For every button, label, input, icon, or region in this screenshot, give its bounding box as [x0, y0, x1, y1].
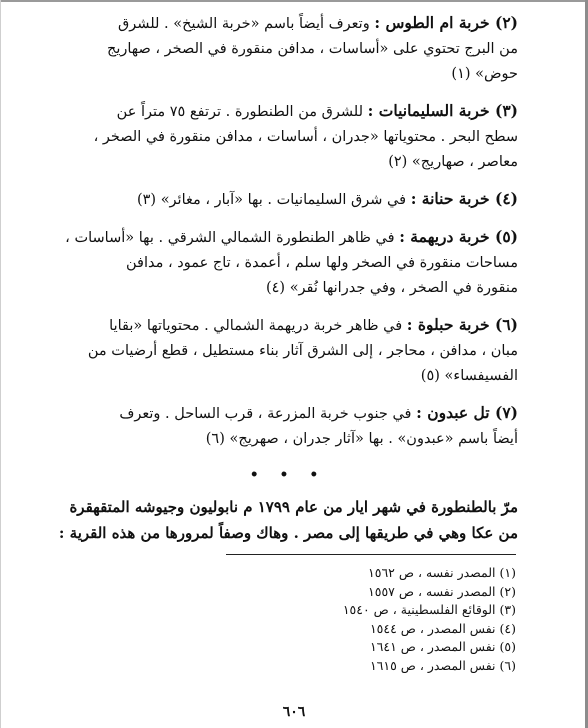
window-border-top — [0, 0, 588, 2]
site-entry — [58, 186, 518, 213]
entry-number: (٦) — [494, 315, 518, 334]
entry-site-name: خربة السليمانيات : — [367, 101, 490, 120]
section-separator: • • • — [249, 467, 327, 483]
footnote: (٣) الوقائع الفلسطينية ، ص ١٥٤٠ — [342, 602, 516, 617]
entry-line: حوض» (١) — [451, 66, 518, 82]
entry-line — [58, 224, 518, 251]
entry-heading — [407, 315, 518, 334]
entry-number: (٣) — [494, 101, 518, 120]
entry-line: مبان ، مدافن ، محاجر ، إلى الشرق آثار بناء مستطيل ، قطع أرضيات من — [87, 343, 518, 359]
entry-number: (٢) — [494, 13, 518, 32]
footnote: (١) المصدر نفسه ، ص ١٥٦٢ — [368, 565, 516, 580]
footnote: (٢) المصدر نفسه ، ص ١٥٥٧ — [368, 583, 516, 599]
entry-heading — [399, 227, 518, 246]
site-entry — [58, 224, 518, 301]
site-entry — [58, 98, 518, 175]
entry-text: وتعرف أيضاً باسم «خربة الشيخ» . للشرق — [118, 16, 370, 32]
footnote: (٥) نفس المصدر ، ص ١٦٤١ — [369, 639, 516, 654]
entry-site-name: تل عبدون : — [416, 403, 490, 422]
entry-number: (٤) — [494, 189, 518, 208]
entry-line — [58, 98, 518, 125]
site-entry — [58, 400, 518, 452]
entry-line: الفسيفساء» (٥) — [420, 368, 518, 384]
entries-list — [58, 10, 518, 452]
window-border-left — [0, 0, 1, 728]
closing-paragraph — [58, 494, 518, 546]
entry-site-name: خربة ام الطوس : — [374, 13, 490, 32]
entry-line: أيضاً باسم «عبدون» . بها «آثار جدران ، صهريج» (٦) — [205, 431, 518, 447]
entry-site-name: خربة حنانة : — [410, 189, 490, 208]
entry-site-name: خربة حبلوة : — [406, 315, 490, 334]
entry-line — [58, 312, 518, 339]
entry-text: في جنوب خربة المزرعة ، قرب الساحل . وتعرف — [119, 406, 412, 422]
entry-number: (٧) — [494, 403, 518, 422]
footnote: (٤) نفس المصدر ، ص ١٥٤٤ — [369, 620, 516, 636]
entry-text: في ظاهر خربة دريهمة الشمالي . محتوياتها «بقايا — [109, 318, 403, 334]
footnote: (٦) نفس المصدر ، ص ١٦١٥ — [369, 657, 516, 673]
entry-text: في شرق السليمانيات . بها «آبار ، مغائر» (٣) — [136, 192, 407, 208]
entry-text: في ظاهر الطنطورة الشمالي الشرقي . بها «أساسات ، — [65, 230, 395, 246]
body-text — [58, 10, 518, 546]
entry-heading — [416, 403, 518, 422]
entry-text: للشرق من الطنطورة . ترتفع ٧٥ متراً عن — [116, 104, 364, 120]
entry-heading — [411, 189, 518, 208]
entry-line — [58, 10, 518, 37]
entry-line: سطح البحر . محتوياتها «جدران ، أساسات ، مدافن منقورة في الصخر ، — [93, 129, 518, 145]
footnote-divider — [226, 554, 516, 555]
closing-line: من عكا وهي في طريقها إلى مصر . وهاك وصفاً لمرورها من هذه القرية : — [58, 524, 518, 542]
site-entry — [58, 10, 518, 87]
entry-heading — [374, 13, 518, 32]
entry-site-name: خربة دريهمة : — [399, 227, 490, 246]
entry-line — [58, 400, 518, 427]
site-entry — [58, 312, 518, 389]
page-number: ٦٠٦ — [282, 704, 306, 720]
footnotes — [298, 564, 516, 675]
entry-line: معاصر ، صهاريج» (٢) — [388, 154, 518, 170]
entry-line: منقورة في الصخر ، وفي جدرانها نُقر» (٤) — [265, 280, 518, 296]
entry-heading — [368, 101, 518, 120]
closing-line: مرّ بالطنطورة في شهر ايار من عام ١٧٩٩ م نابوليون وجيوشه المتقهقرة — [69, 498, 518, 516]
entry-number: (٥) — [494, 227, 518, 246]
entry-line: مساحات منقورة في الصخر ولها سلم ، أعمدة ، تاج عمود ، مدافن — [125, 255, 518, 271]
entry-line: من البرج تحتوي على «أساسات ، مدافن منقورة في الصخر ، صهاريج — [106, 41, 518, 57]
entry-line — [58, 186, 518, 213]
